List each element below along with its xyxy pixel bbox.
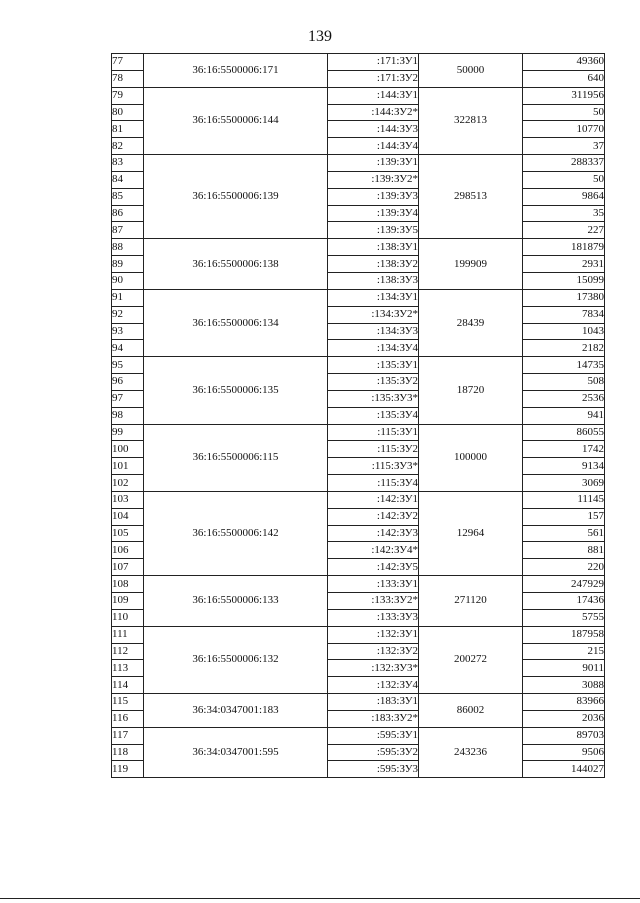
plot-designation-cell: :142:ЗУ1: [328, 491, 419, 508]
plot-designation-cell: :144:ЗУ1: [328, 87, 419, 104]
plot-designation-cell: :183:ЗУ1: [328, 694, 419, 711]
cadastral-number-cell: 36:16:5500006:133: [144, 576, 328, 627]
plot-designation-cell: :595:ЗУ2: [328, 744, 419, 761]
plot-area-cell: 17436: [523, 593, 605, 610]
plot-designation-cell: :132:ЗУ4: [328, 677, 419, 694]
plot-designation-cell: :142:ЗУ3: [328, 525, 419, 542]
plot-area-cell: 11145: [523, 491, 605, 508]
cadastral-number-cell: 36:16:5500006:171: [144, 54, 328, 88]
plot-designation-cell: :138:ЗУ3: [328, 272, 419, 289]
row-number-cell: 104: [112, 508, 144, 525]
plot-designation-cell: :132:ЗУ1: [328, 626, 419, 643]
total-area-cell: 200272: [419, 626, 523, 693]
total-area-cell: 86002: [419, 694, 523, 728]
cadastral-number-cell: 36:16:5500006:115: [144, 424, 328, 491]
plot-area-cell: 10770: [523, 121, 605, 138]
table-row: [112, 357, 605, 374]
row-number-cell: 116: [112, 710, 144, 727]
plot-area-cell: 1043: [523, 323, 605, 340]
plot-designation-cell: :135:ЗУ1: [328, 357, 419, 374]
table-row: [112, 576, 605, 593]
row-number-cell: 109: [112, 593, 144, 610]
plot-area-cell: 49360: [523, 54, 605, 71]
table-row: [112, 87, 605, 104]
plot-area-cell: 9864: [523, 188, 605, 205]
table-row: [112, 239, 605, 256]
row-number-cell: 105: [112, 525, 144, 542]
row-number-cell: 118: [112, 744, 144, 761]
table-row: [112, 424, 605, 441]
row-number-cell: 110: [112, 609, 144, 626]
row-number-cell: 86: [112, 205, 144, 222]
plot-designation-cell: :183:ЗУ2*: [328, 710, 419, 727]
plot-designation-cell: :135:ЗУ3*: [328, 390, 419, 407]
row-number-cell: 114: [112, 677, 144, 694]
plot-designation-cell: :139:ЗУ1: [328, 155, 419, 172]
plot-area-cell: 881: [523, 542, 605, 559]
plot-area-cell: 288337: [523, 155, 605, 172]
row-number-cell: 108: [112, 576, 144, 593]
row-number-cell: 81: [112, 121, 144, 138]
plot-area-cell: 181879: [523, 239, 605, 256]
row-number-cell: 78: [112, 70, 144, 87]
plot-designation-cell: :133:ЗУ1: [328, 576, 419, 593]
plot-designation-cell: :139:ЗУ3: [328, 188, 419, 205]
plot-area-cell: 1742: [523, 441, 605, 458]
plot-area-cell: 3069: [523, 475, 605, 492]
row-number-cell: 106: [112, 542, 144, 559]
table-row: [112, 694, 605, 711]
row-number-cell: 95: [112, 357, 144, 374]
row-number-cell: 84: [112, 171, 144, 188]
page-number: 139: [308, 28, 332, 45]
plot-designation-cell: :139:ЗУ5: [328, 222, 419, 239]
row-number-cell: 117: [112, 727, 144, 744]
plot-area-cell: 220: [523, 559, 605, 576]
row-number-cell: 83: [112, 155, 144, 172]
cadastral-number-cell: 36:16:5500006:134: [144, 289, 328, 356]
row-number-cell: 98: [112, 407, 144, 424]
plot-area-cell: 561: [523, 525, 605, 542]
plot-designation-cell: :134:ЗУ1: [328, 289, 419, 306]
plot-designation-cell: :134:ЗУ2*: [328, 306, 419, 323]
plot-designation-cell: :115:ЗУ4: [328, 475, 419, 492]
plot-area-cell: 7834: [523, 306, 605, 323]
plot-area-cell: 187958: [523, 626, 605, 643]
total-area-cell: 12964: [419, 491, 523, 575]
row-number-cell: 103: [112, 491, 144, 508]
plot-area-cell: 9134: [523, 458, 605, 475]
row-number-cell: 88: [112, 239, 144, 256]
row-number-cell: 97: [112, 390, 144, 407]
cadastral-number-cell: 36:16:5500006:135: [144, 357, 328, 424]
table-row: [112, 289, 605, 306]
plot-designation-cell: :142:ЗУ2: [328, 508, 419, 525]
total-area-cell: 199909: [419, 239, 523, 290]
plot-designation-cell: :171:ЗУ2: [328, 70, 419, 87]
total-area-cell: 298513: [419, 155, 523, 239]
plot-designation-cell: :133:ЗУ3: [328, 609, 419, 626]
table-row: [112, 491, 605, 508]
footer-rule: [0, 898, 640, 899]
row-number-cell: 87: [112, 222, 144, 239]
plot-designation-cell: :115:ЗУ3*: [328, 458, 419, 475]
row-number-cell: 112: [112, 643, 144, 660]
plot-designation-cell: :142:ЗУ4*: [328, 542, 419, 559]
plot-area-cell: 14735: [523, 357, 605, 374]
plot-area-cell: 50: [523, 104, 605, 121]
plot-area-cell: 2182: [523, 340, 605, 357]
plot-designation-cell: :171:ЗУ1: [328, 54, 419, 71]
cadastral-number-cell: 36:16:5500006:138: [144, 239, 328, 290]
parcels-table: [111, 53, 605, 778]
row-number-cell: 85: [112, 188, 144, 205]
plot-area-cell: 640: [523, 70, 605, 87]
cadastral-number-cell: 36:16:5500006:142: [144, 491, 328, 575]
row-number-cell: 101: [112, 458, 144, 475]
row-number-cell: 107: [112, 559, 144, 576]
plot-area-cell: 2036: [523, 710, 605, 727]
plot-area-cell: 941: [523, 407, 605, 424]
plot-area-cell: 215: [523, 643, 605, 660]
plot-area-cell: 50: [523, 171, 605, 188]
row-number-cell: 82: [112, 138, 144, 155]
row-number-cell: 96: [112, 374, 144, 391]
plot-designation-cell: :132:ЗУ3*: [328, 660, 419, 677]
cadastral-number-cell: 36:16:5500006:144: [144, 87, 328, 154]
plot-area-cell: 17380: [523, 289, 605, 306]
plot-designation-cell: :135:ЗУ2: [328, 374, 419, 391]
row-number-cell: 99: [112, 424, 144, 441]
plot-area-cell: 9506: [523, 744, 605, 761]
plot-area-cell: 83966: [523, 694, 605, 711]
plot-area-cell: 35: [523, 205, 605, 222]
plot-area-cell: 508: [523, 374, 605, 391]
plot-area-cell: 89703: [523, 727, 605, 744]
plot-area-cell: 311956: [523, 87, 605, 104]
plot-area-cell: 5755: [523, 609, 605, 626]
row-number-cell: 115: [112, 694, 144, 711]
plot-designation-cell: :134:ЗУ4: [328, 340, 419, 357]
row-number-cell: 79: [112, 87, 144, 104]
row-number-cell: 77: [112, 54, 144, 71]
parcels-table-body: [112, 54, 605, 778]
plot-area-cell: 86055: [523, 424, 605, 441]
plot-area-cell: 2931: [523, 256, 605, 273]
plot-designation-cell: :144:ЗУ3: [328, 121, 419, 138]
plot-area-cell: 157: [523, 508, 605, 525]
plot-designation-cell: :139:ЗУ2*: [328, 171, 419, 188]
row-number-cell: 92: [112, 306, 144, 323]
total-area-cell: 28439: [419, 289, 523, 356]
plot-area-cell: 247929: [523, 576, 605, 593]
plot-designation-cell: :144:ЗУ4: [328, 138, 419, 155]
plot-designation-cell: :142:ЗУ5: [328, 559, 419, 576]
plot-area-cell: 15099: [523, 272, 605, 289]
plot-designation-cell: :139:ЗУ4: [328, 205, 419, 222]
table-row: [112, 727, 605, 744]
row-number-cell: 113: [112, 660, 144, 677]
table-row: [112, 54, 605, 71]
plot-area-cell: 37: [523, 138, 605, 155]
plot-designation-cell: :132:ЗУ2: [328, 643, 419, 660]
plot-designation-cell: :115:ЗУ2: [328, 441, 419, 458]
total-area-cell: 18720: [419, 357, 523, 424]
plot-designation-cell: :595:ЗУ3: [328, 761, 419, 778]
plot-designation-cell: :138:ЗУ2: [328, 256, 419, 273]
plot-designation-cell: :135:ЗУ4: [328, 407, 419, 424]
plot-area-cell: 2536: [523, 390, 605, 407]
plot-area-cell: 227: [523, 222, 605, 239]
row-number-cell: 90: [112, 272, 144, 289]
table-row: [112, 626, 605, 643]
row-number-cell: 102: [112, 475, 144, 492]
plot-designation-cell: :138:ЗУ1: [328, 239, 419, 256]
total-area-cell: 50000: [419, 54, 523, 88]
plot-area-cell: 3088: [523, 677, 605, 694]
table-row: [112, 155, 605, 172]
row-number-cell: 100: [112, 441, 144, 458]
row-number-cell: 111: [112, 626, 144, 643]
row-number-cell: 93: [112, 323, 144, 340]
plot-designation-cell: :144:ЗУ2*: [328, 104, 419, 121]
row-number-cell: 119: [112, 761, 144, 778]
cadastral-number-cell: 36:16:5500006:139: [144, 155, 328, 239]
plot-designation-cell: :115:ЗУ1: [328, 424, 419, 441]
row-number-cell: 94: [112, 340, 144, 357]
cadastral-number-cell: 36:16:5500006:132: [144, 626, 328, 693]
total-area-cell: 271120: [419, 576, 523, 627]
plot-designation-cell: :133:ЗУ2*: [328, 593, 419, 610]
row-number-cell: 91: [112, 289, 144, 306]
plot-area-cell: 144027: [523, 761, 605, 778]
row-number-cell: 89: [112, 256, 144, 273]
cadastral-number-cell: 36:34:0347001:595: [144, 727, 328, 778]
plot-area-cell: 9011: [523, 660, 605, 677]
total-area-cell: 322813: [419, 87, 523, 154]
row-number-cell: 80: [112, 104, 144, 121]
cadastral-number-cell: 36:34:0347001:183: [144, 694, 328, 728]
total-area-cell: 100000: [419, 424, 523, 491]
plot-designation-cell: :595:ЗУ1: [328, 727, 419, 744]
plot-designation-cell: :134:ЗУ3: [328, 323, 419, 340]
total-area-cell: 243236: [419, 727, 523, 778]
